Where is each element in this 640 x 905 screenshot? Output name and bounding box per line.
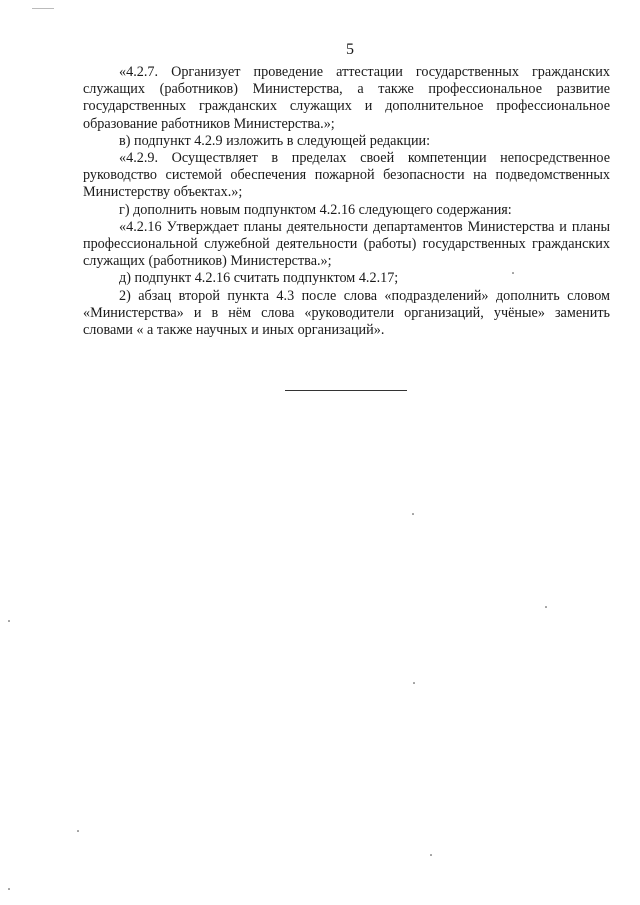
scan-corner-mark [32, 8, 54, 9]
paragraph-item-g: г) дополнить новым подпунктом 4.2.16 следующего содержания: [119, 201, 512, 218]
scan-speck [512, 272, 514, 274]
scan-speck [412, 513, 414, 515]
scan-speck [77, 830, 79, 832]
paragraph-4-2-16: «4.2.16 Утверждает планы деятельности департаментов Министерства и планы профессиональной служебной деятельности (работы) государственных гражданских служащих (работников) Министерства.»; [83, 218, 610, 270]
scan-speck [413, 682, 415, 684]
closing-separator-line [285, 390, 407, 391]
paragraph-4-2-9: «4.2.9. Осуществляет в пределах своей компетенции непосредственное руководство системой обеспечения пожарной безопасности на подведомственных Министерству объектах.»; [83, 150, 610, 201]
scan-speck [545, 606, 547, 608]
document-body [83, 64, 610, 339]
scan-speck [8, 620, 10, 622]
scan-speck [430, 854, 432, 856]
paragraph-item-v: в) подпункт 4.2.9 изложить в следующей редакции: [119, 132, 431, 149]
paragraph-item-d: д) подпункт 4.2.16 считать подпунктом 4.2.17; [119, 270, 399, 287]
scan-speck [8, 888, 10, 890]
page-number: 5 [346, 41, 354, 58]
paragraph-4-2-7: «4.2.7. Организует проведение аттестации государственных гражданских служащих (работников) Министерства, а также профессиональное развитие государственных гражданских служащих и дополнительное профессиональное образование работников Министерства.»; [83, 64, 610, 132]
paragraph-item-2: 2) абзац второй пункта 4.3 после слова «подразделений» дополнить словом «Министерства» и в нём слова «руководители организаций, учёные» заменить словами « а также научных и иных организаций». [83, 287, 610, 339]
